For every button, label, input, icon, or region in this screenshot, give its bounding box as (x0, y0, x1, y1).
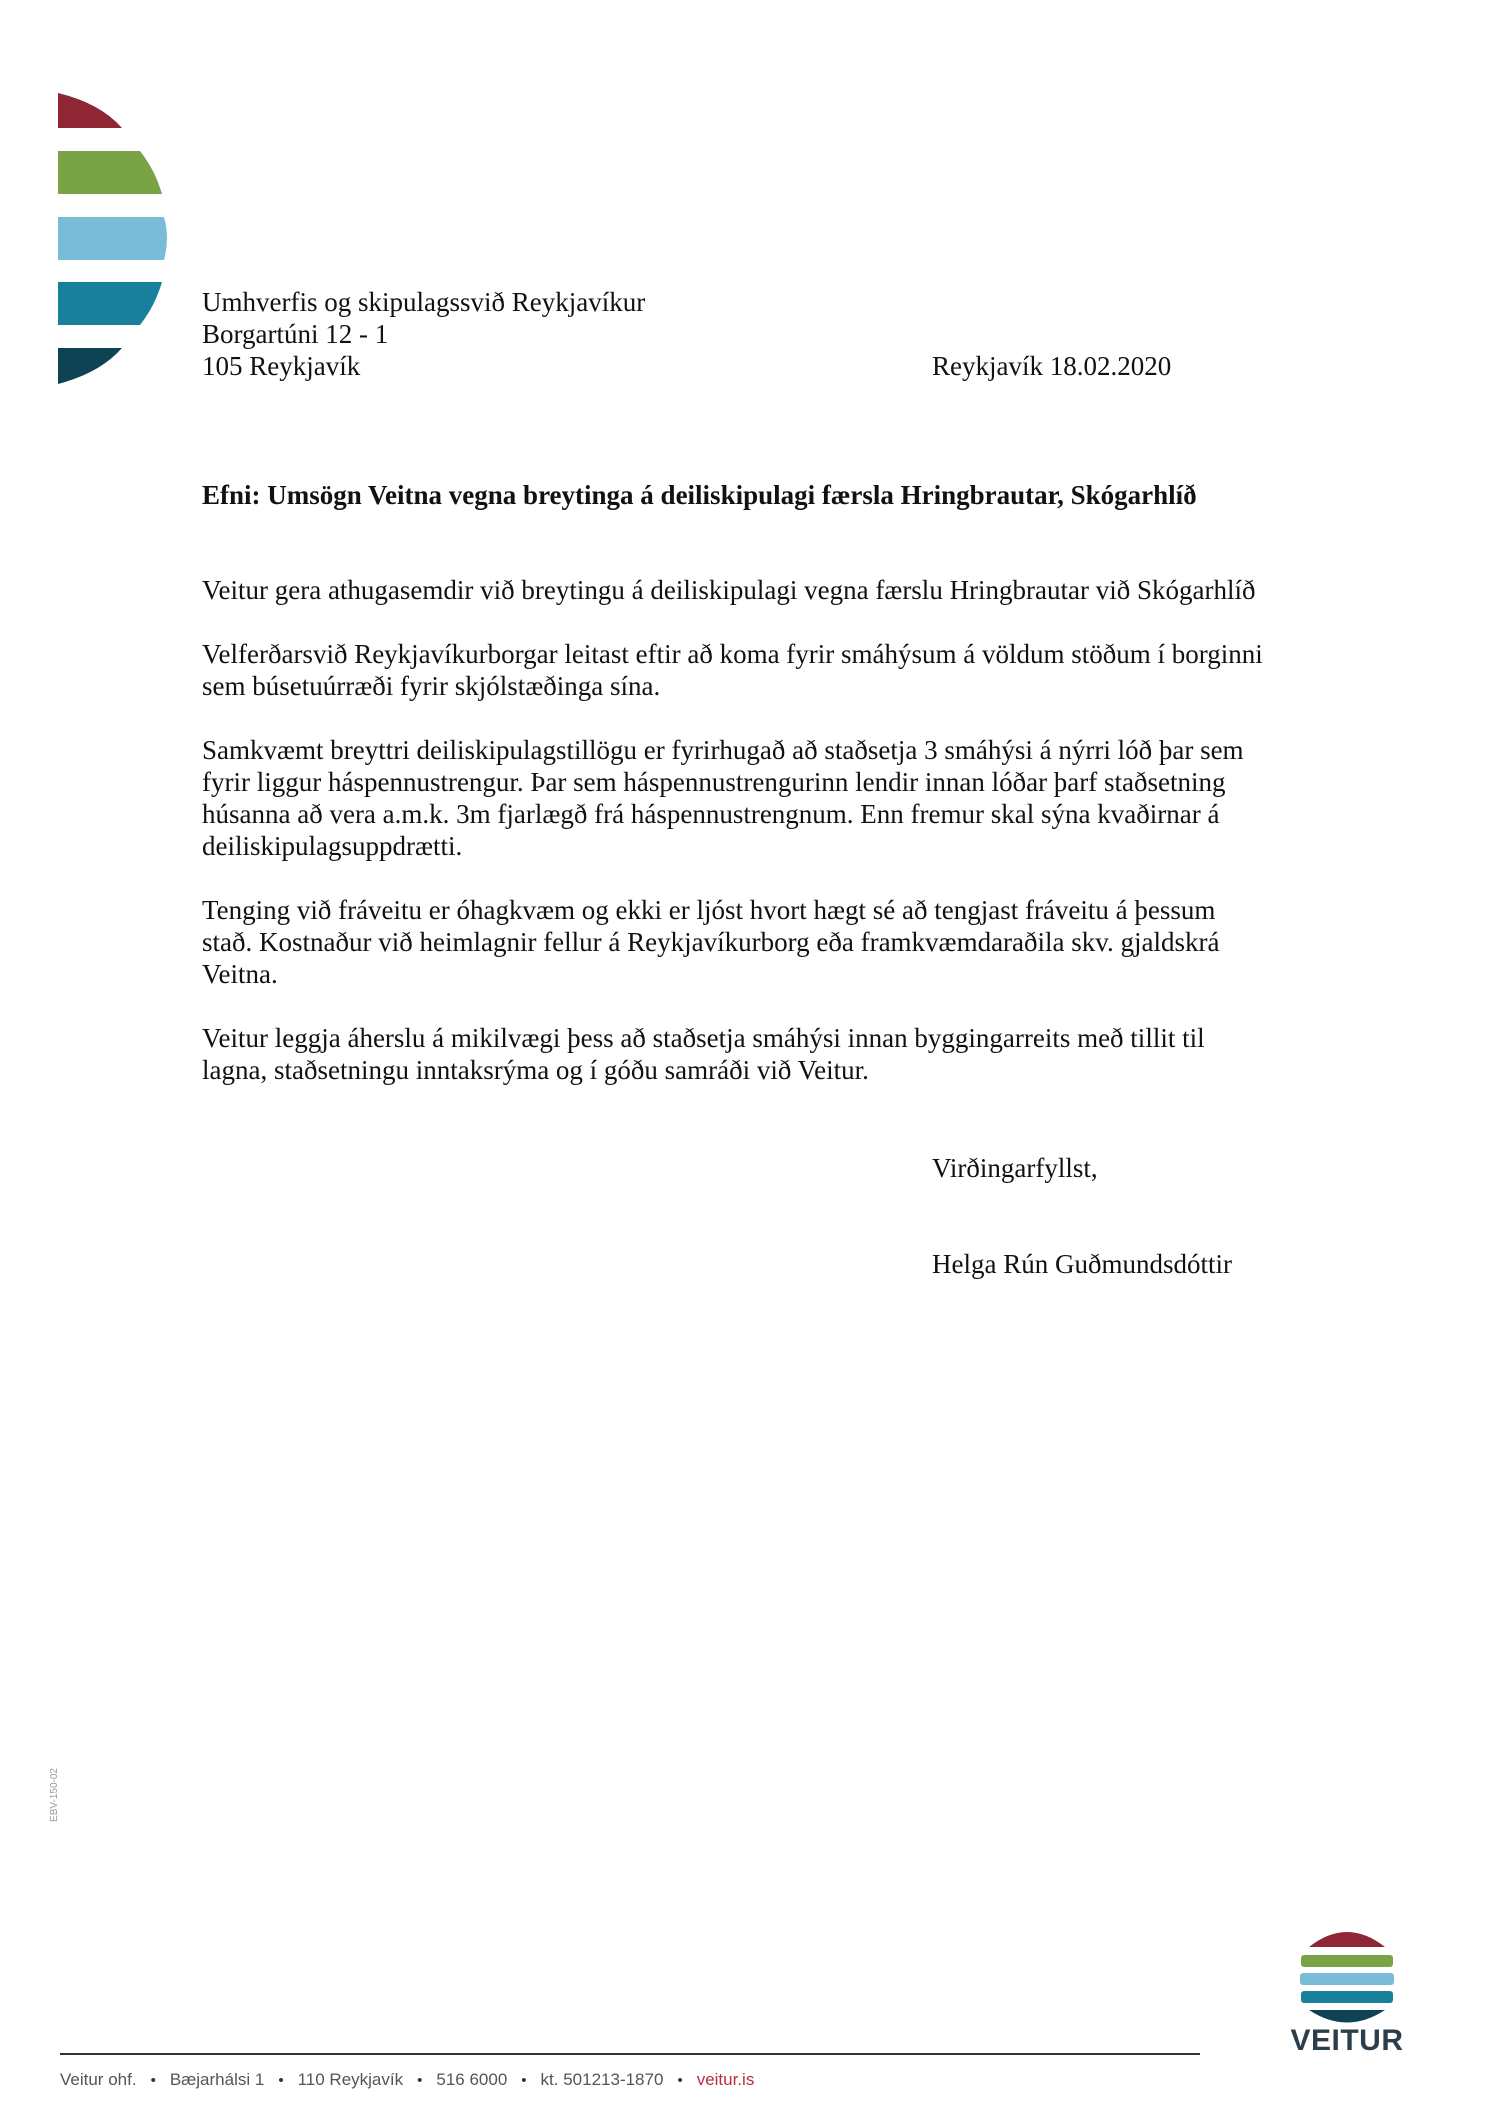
globe-stripe-light-blue (1300, 1973, 1394, 1985)
body-paragraph: Velferðarsvið Reykjavíkurborgar leitast eftir að koma fyrir smáhýsum á völdum stöðum í borginni sem búsetuúrræði fyrir skjólstæðinga sína. (202, 639, 1263, 701)
body-paragraph: Samkvæmt breyttri deiliskipulagstillögu er fyrirhugað að staðsetja 3 smáhýsi á nýrri lóð þar sem fyrir liggur háspennustrengur. Þar sem háspennustrengurinn lendir innan lóðar þarf staðsetning húsanna að vera a.m.k. 3m fjarlægð frá háspennustrengnum. Enn fremur skal sýna kvaðirnar á deiliskipulagsuppdrætti. (202, 735, 1244, 861)
signatory-name: Helga Rún Guðmundsdóttir (932, 1249, 1232, 1279)
recipient-address (202, 286, 645, 382)
footer-separator: • (150, 2071, 156, 2089)
letter-subject: Efni: Umsögn Veitna vegna breytinga á deiliskipulagi færsla Hringbrautar, Skógarhlíð (202, 480, 1197, 510)
footer-phone: 516 6000 (436, 2070, 508, 2089)
body-paragraph: Tenging við fráveitu er óhagkvæm og ekki er ljóst hvort hægt sé að tengjast fráveitu á þessum stað. Kostnaður við heimlagnir fellur á Reykjavíkurborg eða framkvæmdaraðila skv. gjaldskrá Veitna. (202, 895, 1220, 989)
globe-stripe-teal (1301, 1991, 1393, 2003)
footer-website-link[interactable]: veitur.is (696, 2070, 755, 2089)
globe-stripe-dark-teal (1309, 2010, 1385, 2023)
body-paragraph: Veitur leggja áherslu á mikilvægi þess að staðsetja smáhýsi innan byggingarreits með tillit til lagna, staðsetningu inntaksrýma og í góðu samráði við Veitur. (202, 1023, 1205, 1085)
footer-separator: • (521, 2071, 527, 2089)
veitur-stripes-logo-icon (0, 88, 180, 388)
footer-divider (60, 2053, 1200, 2055)
footer-separator: • (677, 2071, 683, 2089)
logo-stripe-teal (58, 282, 162, 325)
recipient-street: Borgartúni 12 - 1 (202, 319, 389, 349)
footer-separator: • (417, 2071, 423, 2089)
brand-wordmark: VEITUR (1290, 2024, 1404, 2057)
footer-kt: kt. 501213-1870 (540, 2070, 664, 2089)
logo-stripe-dark-teal (58, 348, 122, 384)
letter-body (202, 574, 1332, 1118)
recipient-name: Umhverfis og skipulagssvið Reykjavíkur (202, 287, 646, 317)
recipient-city: 105 Reykjavík (202, 351, 361, 381)
document-code: EBV-150-02 (48, 1768, 60, 1822)
footer (60, 2070, 754, 2090)
footer-address: Bæjarhálsi 1 (169, 2070, 265, 2089)
globe-stripe-green (1301, 1955, 1393, 1967)
globe-stripe-red (1309, 1932, 1385, 1947)
footer-company: Veitur ohf. (60, 2070, 137, 2089)
logo-stripe-red (58, 93, 122, 128)
body-paragraph: Veitur gera athugasemdir við breytingu á deiliskipulagi vegna færslu Hringbrautar við Skógarhlíð (202, 575, 1256, 605)
letter-date: Reykjavík 18.02.2020 (932, 351, 1172, 381)
logo-stripe-light-blue (58, 217, 167, 260)
veitur-globe-logo-icon (1287, 1925, 1407, 2025)
letter-closing: Virðingarfyllst, (932, 1153, 1098, 1183)
footer-city: 110 Reykjavík (297, 2070, 404, 2089)
logo-stripe-green (58, 151, 162, 194)
footer-separator: • (278, 2071, 284, 2089)
